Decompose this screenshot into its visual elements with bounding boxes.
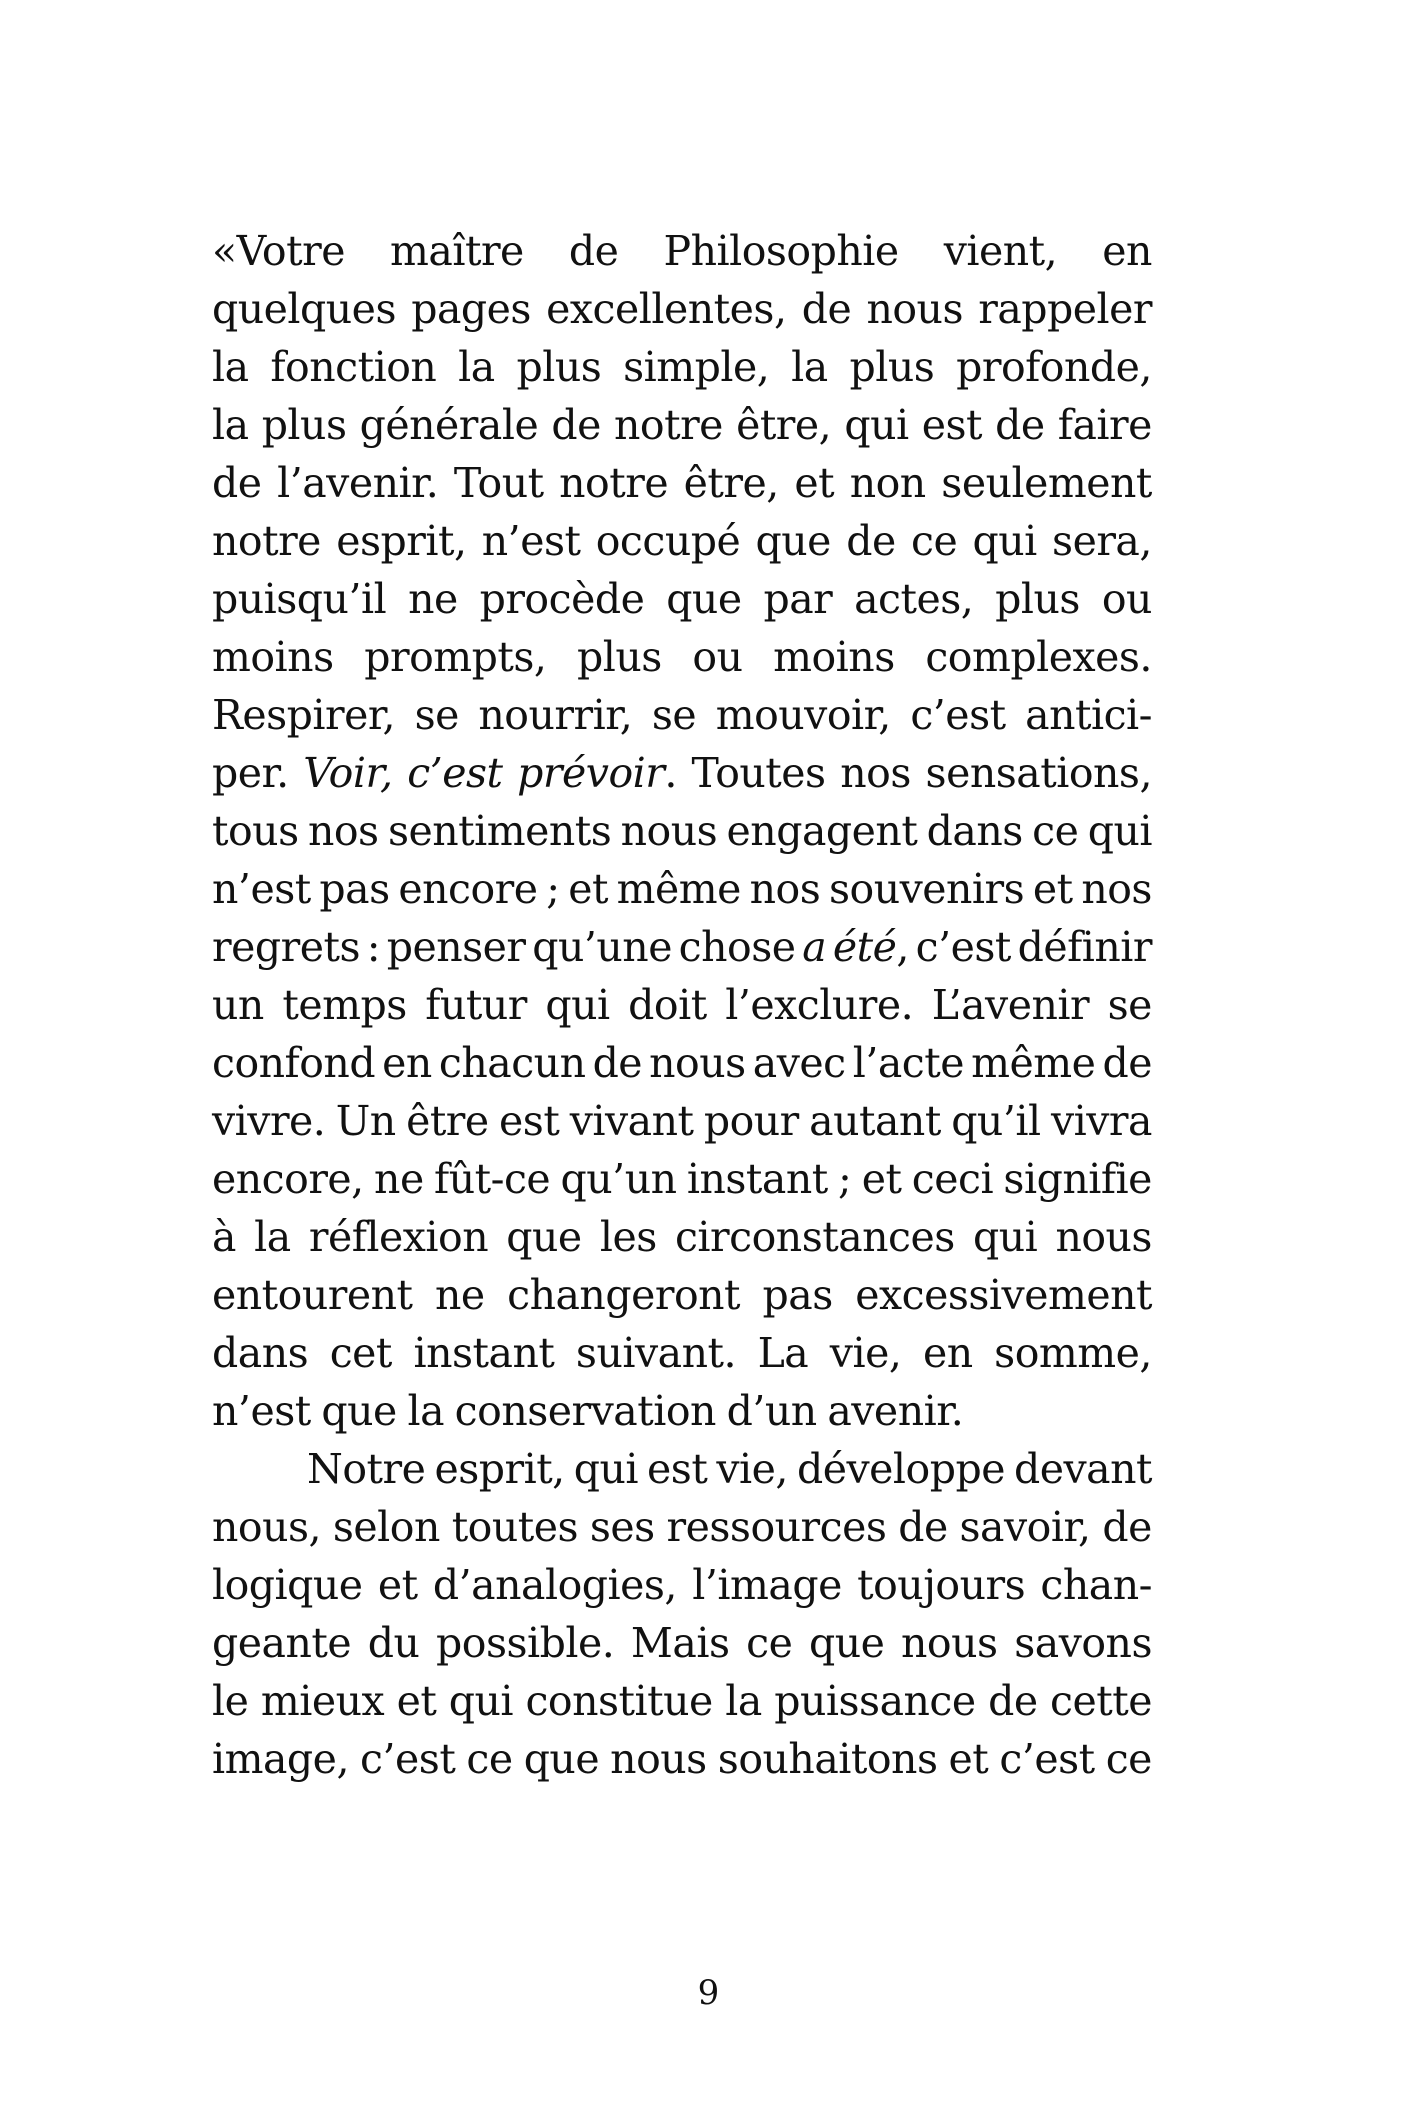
word: ne bbox=[374, 1155, 424, 1203]
word: plus bbox=[516, 343, 602, 391]
word: de bbox=[1102, 1503, 1152, 1551]
word: Philosophie bbox=[663, 227, 899, 275]
word: ce bbox=[1105, 1735, 1152, 1783]
text-line bbox=[212, 1208, 1152, 1266]
word: doit bbox=[628, 981, 707, 1029]
word: sera, bbox=[1052, 517, 1152, 565]
word: de bbox=[898, 1503, 948, 1551]
word: n’est bbox=[212, 1387, 311, 1435]
word: pages bbox=[411, 285, 531, 333]
word: geante bbox=[212, 1619, 352, 1667]
word: constitue bbox=[525, 1677, 713, 1725]
word: est bbox=[921, 401, 982, 449]
word: que bbox=[523, 1735, 600, 1783]
word: ceci bbox=[911, 1155, 994, 1203]
word: nous bbox=[866, 285, 963, 333]
word: Toutes bbox=[691, 749, 826, 797]
word: suivant. bbox=[575, 1329, 736, 1377]
text-line bbox=[212, 1440, 1152, 1498]
word: toutes bbox=[451, 1503, 579, 1551]
word: la bbox=[458, 343, 495, 391]
word: instant bbox=[413, 1329, 555, 1377]
word: n’est bbox=[481, 517, 581, 565]
word: futur bbox=[425, 981, 527, 1029]
word: l’acte bbox=[852, 1039, 964, 1087]
word: Respirer, bbox=[212, 691, 396, 739]
word: notre bbox=[559, 459, 669, 507]
word: Un bbox=[335, 1097, 396, 1145]
word: nous bbox=[649, 1039, 746, 1087]
word: la bbox=[212, 401, 249, 449]
word: vivra bbox=[1050, 1097, 1152, 1145]
word: que bbox=[321, 1387, 397, 1435]
word: a bbox=[802, 923, 827, 971]
word: dans bbox=[212, 1329, 309, 1377]
text-line bbox=[212, 1614, 1152, 1672]
word: procède bbox=[479, 575, 645, 623]
word: chose bbox=[678, 923, 796, 971]
word: même bbox=[616, 865, 741, 913]
word: plus bbox=[849, 343, 935, 391]
word: occupé bbox=[595, 517, 741, 565]
word: c’est bbox=[360, 1735, 456, 1783]
word: même bbox=[971, 1039, 1096, 1087]
word: qui bbox=[973, 1213, 1038, 1261]
word: qu’un bbox=[560, 1155, 677, 1203]
word: possible. bbox=[436, 1619, 615, 1667]
text-line bbox=[212, 1556, 1152, 1614]
word: esprit, bbox=[434, 1445, 565, 1493]
word: prévoir. bbox=[517, 749, 677, 797]
word: devant bbox=[1014, 1445, 1152, 1493]
word: la bbox=[254, 1213, 291, 1261]
word: maître bbox=[390, 227, 524, 275]
text-line bbox=[212, 454, 1152, 512]
word: chan- bbox=[1040, 1561, 1152, 1609]
word: seulement bbox=[941, 459, 1152, 507]
word: de bbox=[212, 459, 262, 507]
word: vient, bbox=[943, 227, 1058, 275]
word: La bbox=[757, 1329, 809, 1377]
text-line bbox=[212, 1034, 1152, 1092]
word: pas bbox=[319, 865, 390, 913]
word: logique bbox=[212, 1561, 363, 1609]
word: et bbox=[948, 1735, 989, 1783]
word: puissance bbox=[774, 1677, 976, 1725]
word: vivant bbox=[569, 1097, 694, 1145]
word: Tout bbox=[453, 459, 544, 507]
word: la bbox=[407, 1387, 445, 1435]
word: la bbox=[725, 1677, 762, 1725]
word: ce bbox=[746, 1619, 793, 1667]
word: être, bbox=[683, 459, 779, 507]
word: un bbox=[212, 981, 264, 1029]
word: du bbox=[367, 1619, 420, 1667]
word: ses bbox=[589, 1503, 655, 1551]
word: que bbox=[506, 1213, 582, 1261]
word: nos bbox=[1081, 865, 1152, 913]
word: être bbox=[406, 1097, 489, 1145]
word: est bbox=[499, 1097, 560, 1145]
word: ; bbox=[546, 865, 560, 913]
word: et bbox=[1032, 865, 1073, 913]
word: ne bbox=[434, 1271, 485, 1319]
word: signifie bbox=[1003, 1155, 1152, 1203]
word: nos bbox=[749, 865, 821, 913]
word: en bbox=[1102, 227, 1152, 275]
word: changeront bbox=[507, 1271, 741, 1319]
word: qui bbox=[573, 1445, 639, 1493]
word: engagent bbox=[726, 807, 918, 855]
word: se bbox=[414, 691, 459, 739]
word: ce bbox=[1032, 807, 1079, 855]
word: toujours bbox=[857, 1561, 1026, 1609]
word: nourrir, bbox=[478, 691, 633, 739]
word: de bbox=[995, 401, 1045, 449]
word: plus bbox=[577, 633, 662, 681]
word: de bbox=[1102, 1039, 1152, 1087]
word: souvenirs bbox=[828, 865, 1025, 913]
word: qu’il bbox=[951, 1097, 1041, 1145]
word: ou bbox=[1101, 575, 1152, 623]
word: mouvoir, bbox=[715, 691, 891, 739]
word: savons bbox=[1014, 1619, 1152, 1667]
word: et bbox=[794, 459, 835, 507]
word: fonction bbox=[270, 343, 437, 391]
word: d’analogies, bbox=[432, 1561, 677, 1609]
word: rappeler bbox=[978, 285, 1152, 333]
word: Mais bbox=[630, 1619, 730, 1667]
word: excellentes, bbox=[546, 285, 787, 333]
word: notre bbox=[212, 517, 321, 565]
word: les bbox=[599, 1213, 657, 1261]
word: de bbox=[988, 1677, 1038, 1725]
word: mieux bbox=[260, 1677, 385, 1725]
word: nous bbox=[610, 1735, 707, 1783]
text-line bbox=[212, 396, 1152, 454]
word: nous bbox=[1055, 1213, 1152, 1261]
text-line bbox=[212, 860, 1152, 918]
word: profonde, bbox=[956, 343, 1152, 391]
word: que bbox=[666, 575, 742, 623]
text-line bbox=[212, 1150, 1152, 1208]
text-line bbox=[212, 976, 1152, 1034]
word: la bbox=[791, 343, 828, 391]
word: moins bbox=[773, 633, 895, 681]
word: faire bbox=[1057, 401, 1152, 449]
word: antici- bbox=[1025, 691, 1152, 739]
word: à bbox=[212, 1213, 236, 1261]
word: encore bbox=[398, 865, 538, 913]
word: nous bbox=[901, 1619, 998, 1667]
text-line bbox=[212, 280, 1152, 338]
word: confond bbox=[212, 1039, 376, 1087]
word: c’est bbox=[407, 749, 503, 797]
word: nous, bbox=[212, 1503, 322, 1551]
word: qu’une bbox=[532, 923, 672, 971]
word: encore, bbox=[212, 1155, 364, 1203]
text-line bbox=[212, 1266, 1152, 1324]
word: nos bbox=[307, 807, 379, 855]
word: en bbox=[382, 1039, 432, 1087]
word: et bbox=[396, 1677, 437, 1725]
word: être, bbox=[736, 401, 832, 449]
word: que bbox=[755, 517, 831, 565]
word: le bbox=[212, 1677, 249, 1725]
word: c’est bbox=[910, 691, 1006, 739]
word: qui bbox=[844, 401, 909, 449]
text-line bbox=[212, 1672, 1152, 1730]
word: Voir, bbox=[303, 749, 393, 797]
word: esprit, bbox=[336, 517, 467, 565]
word: non bbox=[849, 459, 926, 507]
word: n’est bbox=[212, 865, 311, 913]
word: nos bbox=[840, 749, 911, 797]
word: selon bbox=[332, 1503, 440, 1551]
word: qui bbox=[448, 1677, 514, 1725]
word: pas bbox=[762, 1271, 833, 1319]
word: autant bbox=[809, 1097, 941, 1145]
word: actes, bbox=[854, 575, 974, 623]
word: se bbox=[1107, 981, 1152, 1029]
word: penser bbox=[386, 923, 526, 971]
word: l’avenir. bbox=[277, 459, 439, 507]
word: d’un bbox=[726, 1387, 817, 1435]
word: Notre bbox=[307, 1445, 426, 1493]
word: : bbox=[366, 923, 381, 971]
word: souhaitons bbox=[717, 1735, 938, 1783]
text-line bbox=[212, 1324, 1152, 1382]
word: et bbox=[377, 1561, 418, 1609]
word: de bbox=[551, 401, 601, 449]
word: plus bbox=[261, 401, 347, 449]
word: pour bbox=[703, 1097, 799, 1145]
text-line bbox=[212, 686, 1152, 744]
word: été, bbox=[832, 923, 909, 971]
word: cet bbox=[329, 1329, 392, 1377]
word: de bbox=[846, 517, 896, 565]
word: image, bbox=[212, 1735, 349, 1783]
text-line bbox=[212, 1498, 1152, 1556]
word: qui bbox=[1087, 807, 1152, 855]
word: complexes. bbox=[925, 633, 1152, 681]
word: ce bbox=[466, 1735, 513, 1783]
word: ressources bbox=[666, 1503, 887, 1551]
word: tous bbox=[212, 807, 299, 855]
word: vivre. bbox=[212, 1097, 326, 1145]
word: avec bbox=[752, 1039, 846, 1087]
word: cette bbox=[1050, 1677, 1152, 1725]
word: instant bbox=[686, 1155, 828, 1203]
word: vie, bbox=[829, 1329, 902, 1377]
word: définir bbox=[1017, 923, 1152, 971]
word: somme, bbox=[994, 1329, 1152, 1377]
word: regrets bbox=[212, 923, 360, 971]
word: temps bbox=[282, 981, 407, 1029]
word: et bbox=[861, 1155, 902, 1203]
word: ; bbox=[838, 1155, 852, 1203]
word: ne bbox=[408, 575, 458, 623]
text-line bbox=[212, 338, 1152, 396]
word: sentiments bbox=[387, 807, 612, 855]
word: nous bbox=[620, 807, 718, 855]
text-line bbox=[212, 1730, 1152, 1788]
text-line bbox=[212, 1382, 1152, 1440]
word: plus bbox=[995, 575, 1080, 623]
word: quelques bbox=[212, 285, 396, 333]
word: sensations, bbox=[925, 749, 1152, 797]
word: générale bbox=[359, 401, 539, 449]
word: c’est bbox=[999, 1735, 1095, 1783]
word: en bbox=[922, 1329, 973, 1377]
word: excessivement bbox=[855, 1271, 1152, 1319]
word: de bbox=[592, 1039, 643, 1087]
text-line bbox=[212, 512, 1152, 570]
word: l’image bbox=[692, 1561, 842, 1609]
word: moins bbox=[212, 633, 334, 681]
word: c’est bbox=[915, 923, 1011, 971]
word: et bbox=[568, 865, 608, 913]
word: qui bbox=[972, 517, 1037, 565]
word: est bbox=[647, 1445, 708, 1493]
word: puisqu’il bbox=[212, 575, 387, 623]
word: simple, bbox=[623, 343, 770, 391]
word: qui bbox=[545, 981, 610, 1029]
word: de bbox=[568, 227, 619, 275]
word: l’exclure. bbox=[725, 981, 914, 1029]
text-line bbox=[212, 628, 1152, 686]
text-line bbox=[212, 1092, 1152, 1150]
word: L’avenir bbox=[931, 981, 1090, 1029]
text-line bbox=[212, 570, 1152, 628]
text-line bbox=[212, 222, 1152, 280]
word: per. bbox=[212, 749, 289, 797]
word: vie, bbox=[716, 1445, 788, 1493]
word: entourent bbox=[212, 1271, 413, 1319]
word: par bbox=[763, 575, 833, 623]
word: ce bbox=[911, 517, 958, 565]
word: la bbox=[212, 343, 249, 391]
word: que bbox=[808, 1619, 885, 1667]
body-text bbox=[212, 222, 1152, 1788]
word: circonstances bbox=[674, 1213, 955, 1261]
word: conservation bbox=[454, 1387, 716, 1435]
word: ou bbox=[692, 633, 743, 681]
word: dans bbox=[926, 807, 1023, 855]
word: fût-ce bbox=[434, 1155, 551, 1203]
word: chacun bbox=[438, 1039, 586, 1087]
text-line bbox=[212, 744, 1152, 802]
word: avenir. bbox=[827, 1387, 964, 1435]
word: «Votre bbox=[212, 227, 345, 275]
word: prompts, bbox=[364, 633, 547, 681]
word: notre bbox=[614, 401, 723, 449]
text-line bbox=[212, 918, 1152, 976]
text-line bbox=[212, 802, 1152, 860]
word: de bbox=[801, 285, 852, 333]
word: développe bbox=[796, 1445, 1005, 1493]
word: réflexion bbox=[308, 1213, 489, 1261]
word: savoir, bbox=[959, 1503, 1091, 1551]
page-number: 9 bbox=[697, 1973, 720, 2013]
word: se bbox=[651, 691, 697, 739]
